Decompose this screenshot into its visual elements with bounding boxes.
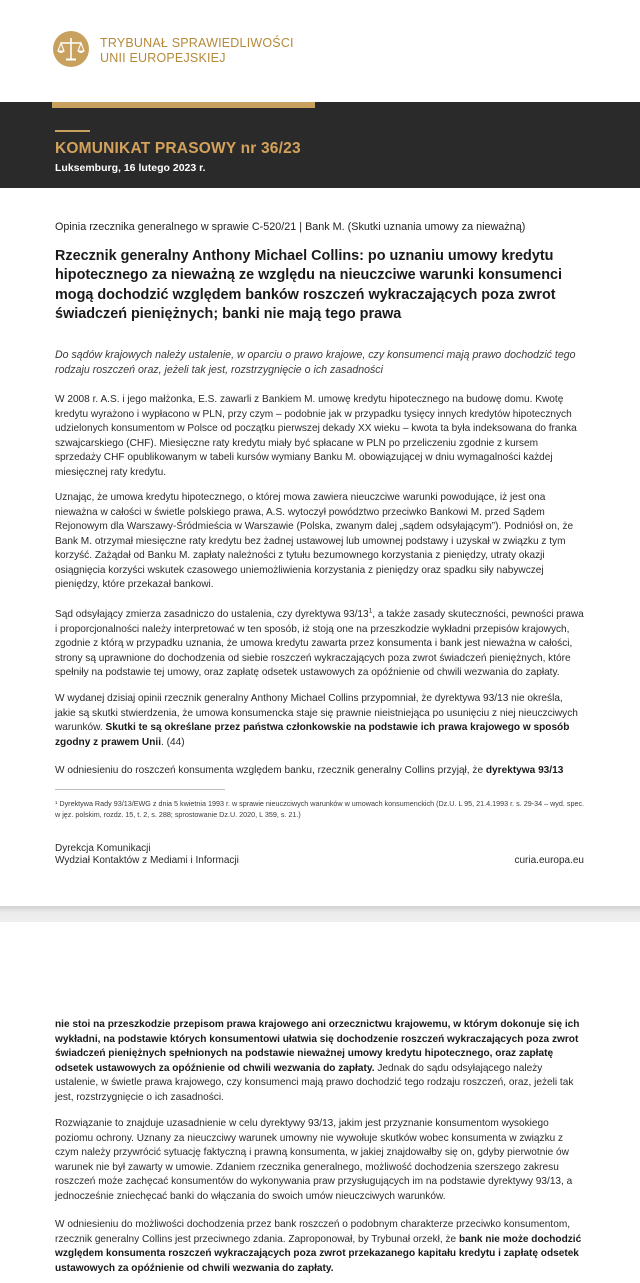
gold-rule <box>55 130 90 132</box>
page-2-paragraph-2: Rozwiązanie to znajduje uzasadnienie w celu dyrektywy 93/13, jakim jest przyznanie konsumentom wysokiego poziomu ochrony. Uznany za nieuczciwy warunek umowny nie wywołuje skutków wobec konsumenta w związku z czym należy przywrócić sytuację faktyczną i prawną konsumenta, w jakiej znajdowałby się on, gdyby pierwotnie ów warunek nie był zawarty w umowie. Zdaniem rzecznika generalnego, możliwość dochodzenia szerszego zakresu roszczeń może zachęcać konsumentów do wykonywania praw przysługujących im na podstawie dyrektywy 93/13, a jednocześnie zniechęcać banki do włączania do swoich umów nieuczciwych warunków. <box>55 1118 573 1202</box>
org-line-1: TRYBUNAŁ SPRAWIEDLIWOŚCI <box>100 36 294 50</box>
paragraph-5-bold: dyrektywa 93/13 <box>485 765 564 776</box>
page-title: Rzecznik generalny Anthony Michael Collins: po uznaniu umowy kredytu hipotecznego za nieważną ze względu na nieuczciwe warunki konsumenci mogą dochodzić względem banków roszczeń wykraczających poza zwrot świadczeń pieniężnych; banki nie mają tego prawa <box>55 248 562 322</box>
paragraph-5-text-a: W odniesieniu do roszczeń konsumenta względem banku, rzecznik generalny Collins przyjął, że <box>55 765 486 776</box>
paragraph-4 <box>55 692 585 750</box>
paragraph-3-text-b: , a także zasady skuteczności, pewności prawa i proporcjonalności należy interpretować w ten sposób, iż stoją one na przeszkodzie wykładni przepisów krajowych, zgodnie z którą w przypadku uznania, że umowa kredytu zawarta przez konsumenta i bank jest nieważna w całości, strony są uprawnione do dochodzenia od siebie roszczeń wykraczających poza zwrot świadczeń pieniężnych, które spełniły na podstawie tej umowy, oraz zapłatę odsetek ustawowych za opóźnienie od chwili wezwania do zapłaty. <box>55 609 584 678</box>
paragraph-1: W 2008 r. A.S. i jego małżonka, E.S. zawarli z Bankiem M. umowę kredytu hipotecznego na budowę domu. Kwotę kredytu wyrażono i wypłacono w PLN, przy czym – podobnie jak w przypadku tysięcy innych kredytów hipotecznych udzielonych konsumentom w Polsce od początku pierwszej dekady XX wieku – kwota ta była indeksowana do franka szwajcarskiego (CHF). Miesięczne raty kredytu miały być spłacane w PLN po przeliczeniu zgodnie z kursem sprzedaży CHF opublikowanym w tabeli kursów wymiany Banku M. obowiązującej w dniu wymagalności każdej miesięcznej raty kredytu. <box>55 394 577 478</box>
footer-url-link[interactable]: curia.europa.eu <box>514 855 584 866</box>
organization-name <box>100 36 294 66</box>
page-2-paragraph-3 <box>55 1218 585 1276</box>
page-2-paragraph-1 <box>55 1018 585 1105</box>
paragraph-4-text-c: . (44) <box>161 736 185 748</box>
paragraph-4-bold: Skutki te są określane przez państwa członkowskie na podstawie ich prawa krajowego w sposób zgodny z prawem Unii <box>55 722 570 748</box>
press-release-number: KOMUNIKAT PRASOWY nr 36/23 <box>55 140 301 157</box>
subtitle: Do sądów krajowych należy ustalenie, w oparciu o prawo krajowe, czy konsumenci mają prawo dochodzić tego rodzaju roszczeń oraz, jeżeli tak jest, rozstrzygnięcie o ich zasadności <box>55 349 576 376</box>
page-separator <box>0 906 640 922</box>
footnote-divider <box>55 789 225 790</box>
paragraph-2: Uznając, że umowa kredytu hipotecznego, o której mowa zawiera nieuczciwe warunki powodujące, iż jest ona nieważna w całości w świetle polskiego prawa, A.S. wytoczył powództwo przeciwko Bankowi M. przed Sądem Rejonowym dla Warszawy-Śródmieścia w Warszawie (Polska, zwanym dalej „sądem odsyłającym”). Podniósł on, że Bank M. otrzymał miesięczne raty kredytu bez żadnej ustawowej lub umownej podstawy i uzyskał w związku z tym korzyść. Zażądał od Banku M. zapłaty należności z tytułu bezumownego korzystania z pieniędzy, utraty okazji osiągnięcia korzyści wskutek czasowego uniemożliwienia korzystania z pieniędzy oraz spadku siły nabywczej pieniędzy, które przekazał bankowi. <box>55 492 574 590</box>
page-2-paragraph-3-text: W odniesieniu do możliwości dochodzenia przez bank roszczeń o podobnym charakterze przeciwko konsumentom, rzecznik generalny Collins jest przeciwnego zdania. Zaproponował, by Trybunał orzekł, że <box>55 1219 571 1245</box>
footer-department <box>55 843 239 866</box>
paragraph-3 <box>55 608 585 681</box>
footnote-reference[interactable]: 1 <box>368 607 373 615</box>
footnote: ¹ Dyrektywa Rady 93/13/EWG z dnia 5 kwietnia 1993 r. w sprawie nieuczciwych warunków w umowach konsumenckich (Dz.U. L 95, 21.4.1993 r. s. 29-34 – wyd. spec. w jęz. polskim, rozdz. 15, t. 2, s. 288; sprostowanie Dz.U. 2020, L 359, s. 21.) <box>55 799 585 819</box>
gold-stripe <box>52 102 315 108</box>
paragraph-4-text-a: W wydanej dzisiaj opinii rzecznik generalny Anthony Michael Collins przypomniał, że dyrektywa 93/13 nie określa, jakie są skutki stwierdzenia, że umowa konsumencka staje się prawnie nieistniejąca po usunięciu z niej nieuczciwych warunków. <box>55 693 578 733</box>
press-release-date: Luksemburg, 16 lutego 2023 r. <box>55 162 206 174</box>
scales-of-justice-icon <box>52 30 90 68</box>
paragraph-5 <box>55 764 585 779</box>
page-2-paragraph-3-bold: bank nie może dochodzić względem konsumenta roszczeń wykraczających poza zwrot przekazanego kapitału kredytu i zapłatę odsetek ustawowych za opóźnienie od chwili wezwania do zapłaty. <box>55 1233 582 1274</box>
footer-line-1: Dyrekcja Komunikacji <box>55 843 151 854</box>
page-2-paragraph-1-bold: nie stoi na przeszkodzie przepisom prawa krajowego ani orzecznictwu krajowemu, w którym dokonuje się ich wykładni, na podstawie których konsumentowi ułatwia się dochodzenie roszczeń wykraczających poza zwrot świadczeń pieniężnych spełnionych na podstawie nieważnej umowy kredytu hipotecznego, oraz zapłatę odsetek ustawowych za opóźnienie od chwili wezwania do zapłaty. <box>55 1019 580 1074</box>
page-2-paragraph-1-text: Jednak do sądu odsyłającego należy ustalenie, w świetle prawa krajowego, czy konsumenci mają prawo dochodzić tego rodzaju roszczeń, oraz, jeżeli tak jest, rozstrzygnięcie o ich zasadności. <box>55 1062 574 1103</box>
opinion-reference: Opinia rzecznika generalnego w sprawie C-520/21 | Bank M. (Skutki uznania umowy za nieważną) <box>55 221 526 233</box>
footer-line-2: Wydział Kontaktów z Mediami i Informacji <box>55 854 239 866</box>
org-line-2: UNII EUROPEJSKIEJ <box>100 51 226 65</box>
paragraph-3-text-a: Sąd odsyłający zmierza zasadniczo do ustalenia, czy dyrektywa 93/13 <box>55 609 369 620</box>
